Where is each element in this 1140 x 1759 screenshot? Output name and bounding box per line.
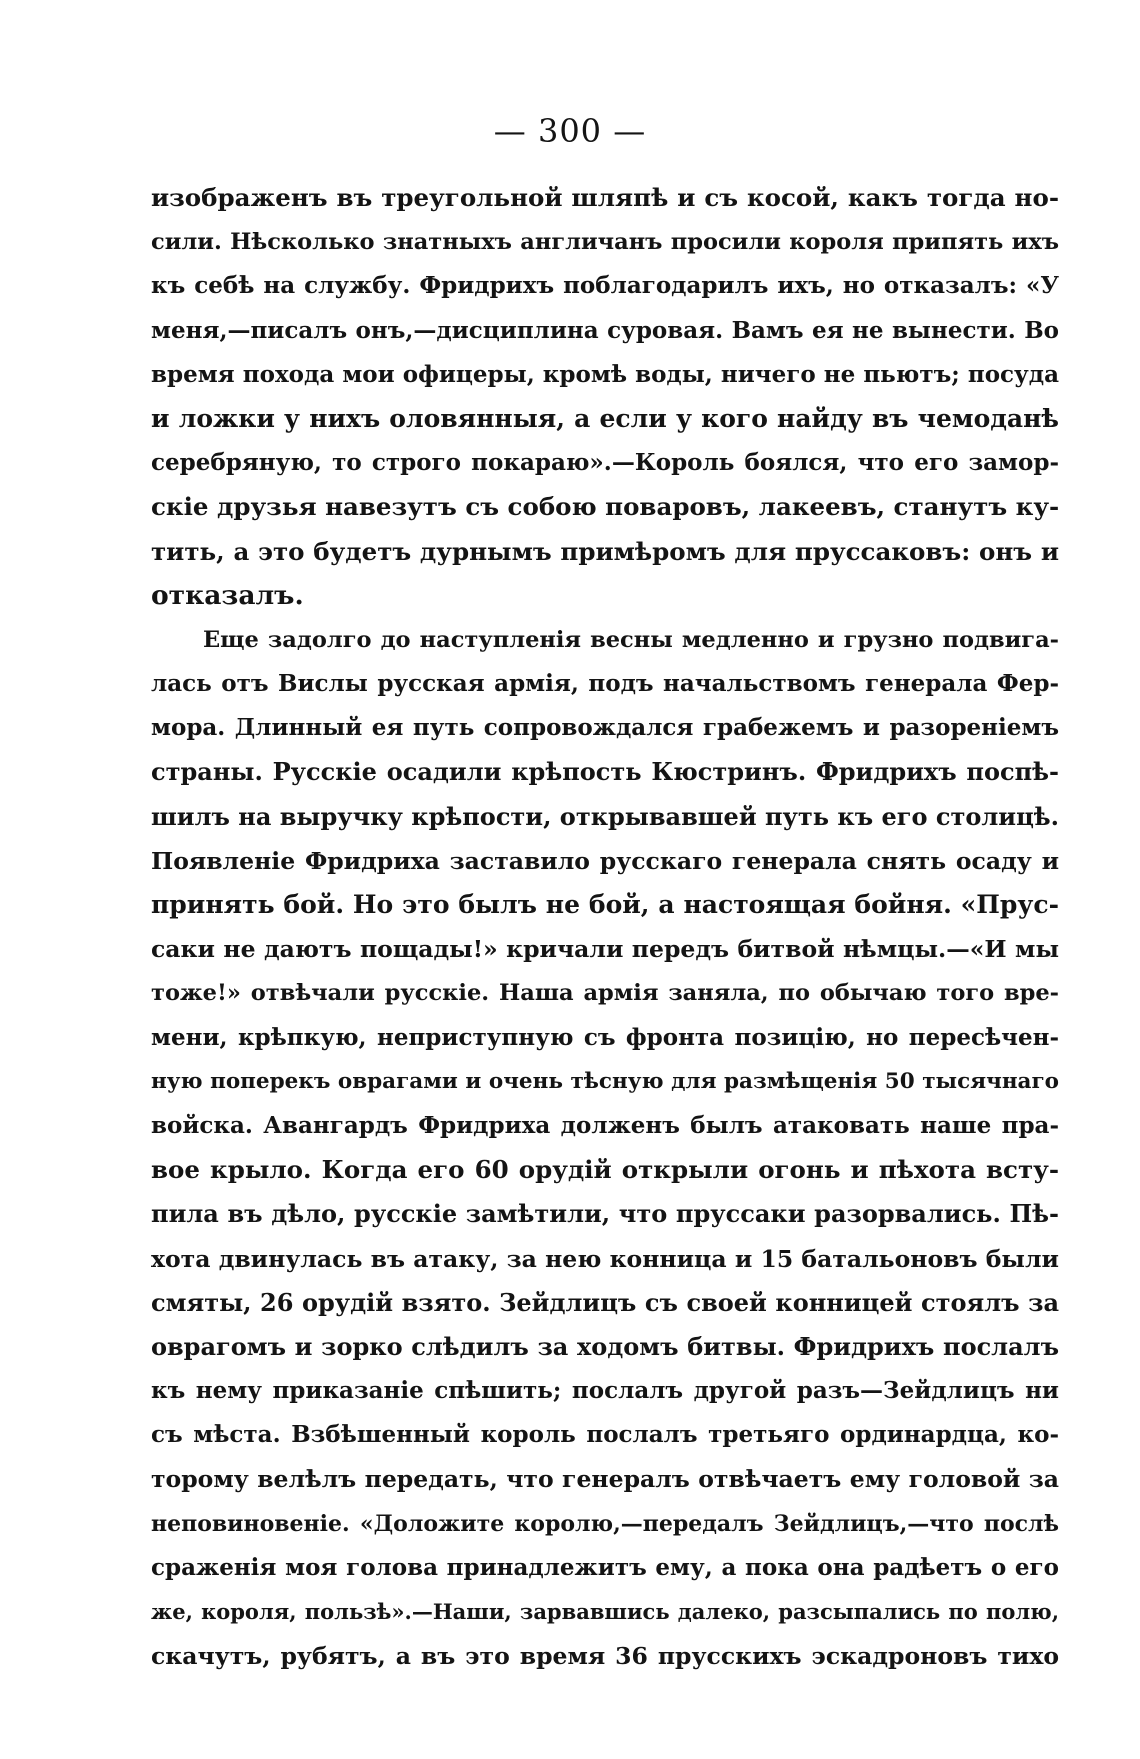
text-line: ную поперекъ оврагами и очень тѣсную для размѣщенія 50 тысячнаго xyxy=(151,1068,1059,1094)
text-line: неповиновеніе. «Доложите королю,—передалъ Зейдлицъ,—что послѣ xyxy=(151,1510,1059,1537)
text-line: и ложки у нихъ оловянныя, а если у кого найду въ чемоданѣ xyxy=(151,403,1059,433)
text-line: оврагомъ и зорко слѣдилъ за ходомъ битвы. Фридрихъ послалъ xyxy=(151,1331,1059,1361)
text-line: мени, крѣпкую, неприступную съ фронта позицію, но пересѣчен- xyxy=(151,1023,1059,1051)
text-line: скіе друзья навезутъ съ собою поваровъ, лакеевъ, станутъ ку- xyxy=(151,492,1060,522)
text-line: время похода мои офицеры, кромѣ воды, ничего не пьютъ; посуда xyxy=(151,360,1059,388)
text-line: пила въ дѣло, русскіе замѣтили, что пруссаки разорвались. Пѣ- xyxy=(151,1199,1059,1229)
text-line: къ нему приказаніе спѣшить; послалъ другой разъ—Зейдлицъ ни xyxy=(151,1377,1059,1405)
text-line: тоже!» отвѣчали русскіе. Наша армія заняла, по обычаю того вре- xyxy=(151,980,1059,1007)
text-line: сили. Нѣсколько знатныхъ англичанъ просили короля припять ихъ xyxy=(151,229,1059,256)
text-line: къ себѣ на службу. Фридрихъ поблагодарилъ ихъ, но отказалъ: «У xyxy=(151,272,1059,300)
text-line: принять бой. Но это былъ не бой, а настоящая бойня. «Прус- xyxy=(151,890,1059,919)
text-line: шилъ на выручку крѣпости, открывавшей путь къ его столицѣ. xyxy=(151,801,1060,831)
text-line: мора. Длинный ея путь сопровождался грабежемъ и разореніемъ xyxy=(151,714,1059,742)
text-line: съ мѣста. Взбѣшенный король послалъ третьяго ординардца, ко- xyxy=(151,1421,1059,1449)
text-line: же, короля, пользѣ».—Наши, зарвавшись далеко, разсыпались по полю, xyxy=(151,1599,1059,1624)
text-line: серебряную, то строго покараю».—Король боялся, что его замор- xyxy=(151,449,1059,477)
text-line: хота двинулась въ атаку, за нею конница и 15 батальоновъ были xyxy=(151,1244,1059,1273)
page-number: — 300 — xyxy=(493,112,647,150)
text-line: торому велѣлъ передать, что генералъ отвѣчаетъ ему головой за xyxy=(151,1465,1059,1494)
text-line: лась отъ Вислы русская армія, подъ начальствомъ генерала Фер- xyxy=(151,670,1059,698)
text-line: скачутъ, рубятъ, а въ это время 36 прусскихъ эскадроновъ тихо xyxy=(151,1642,1059,1671)
text-line: отказалъ. xyxy=(151,579,304,611)
text-line: страны. Русскіе осадили крѣпость Кюстринъ. Фридрихъ поспѣ- xyxy=(151,757,1059,787)
text-line: смяты, 26 орудій взято. Зейдлицъ съ своей конницей стоялъ за xyxy=(151,1287,1059,1317)
text-line: саки не даютъ пощады!» кричали передъ битвой нѣмцы.—«И мы xyxy=(151,935,1059,964)
text-line: Еще задолго до наступленія весны медленно и грузно подвига- xyxy=(203,626,1059,653)
text-line: Появленіе Фридриха заставило русскаго генерала снять осаду и xyxy=(151,846,1059,875)
text-line: тить, а это будетъ дурнымъ примѣромъ для пруссаковъ: онъ и xyxy=(151,536,1059,566)
text-line: меня,—писалъ онъ,—дисциплина суровая. Вамъ ея не вынести. Во xyxy=(151,316,1059,344)
text-line: сраженія моя голова принадлежитъ ему, а пока она радѣетъ о его xyxy=(151,1553,1059,1581)
body-text xyxy=(151,176,1059,1678)
text-line: вое крыло. Когда его 60 орудій открыли огонь и пѣхота всту- xyxy=(151,1155,1059,1185)
text-line: войска. Авангардъ Фридриха долженъ былъ атаковать наше пра- xyxy=(151,1111,1059,1139)
text-line: изображенъ въ треугольной шляпѣ и съ косой, какъ тогда но- xyxy=(151,183,1059,212)
